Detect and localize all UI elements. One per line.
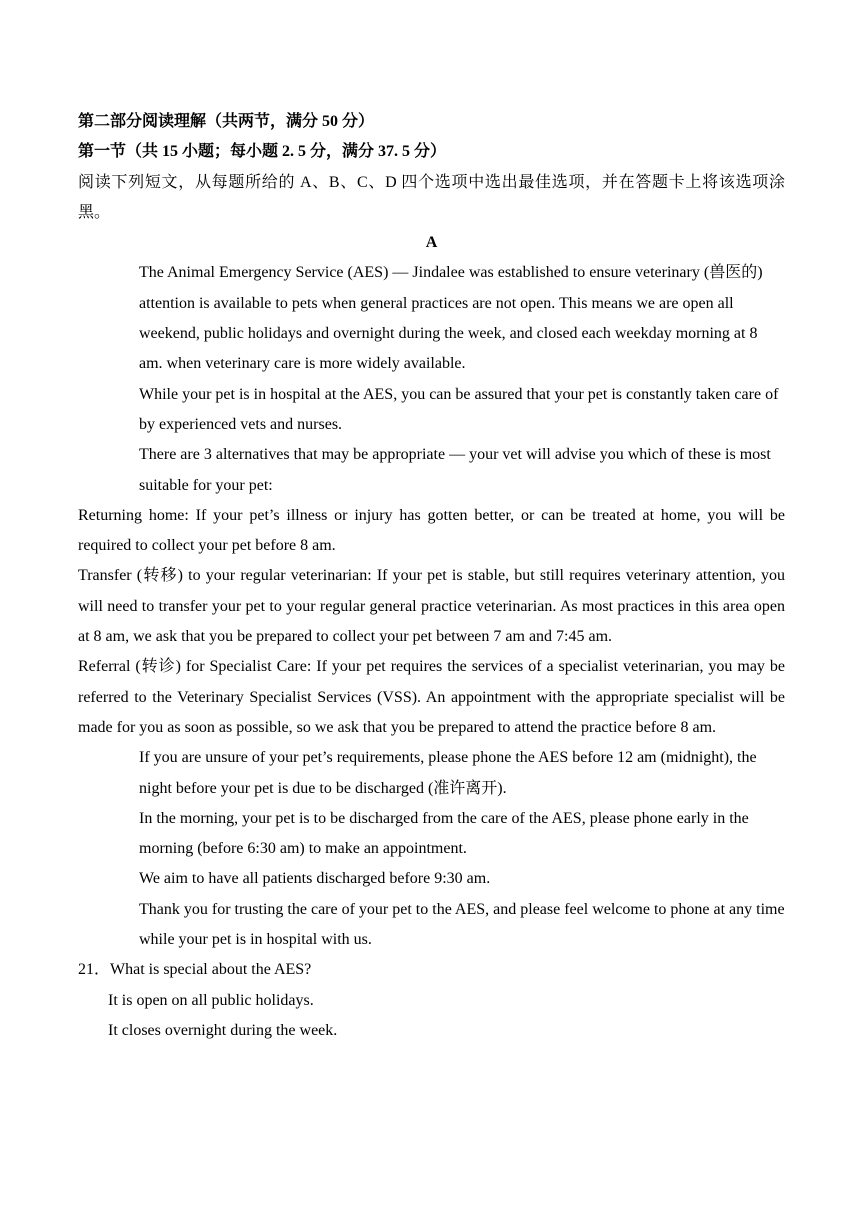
passage-paragraph-2: While your pet is in hospital at the AES, you can be assured that your pet is constantly taken care of by experienced vets and nurses. [139, 385, 779, 433]
passage-paragraph-10: Thank you for trusting the care of your pet to the AES, and please feel welcome to phone at any time while your pet is in hospital with us. [139, 900, 785, 949]
passage-paragraph-returning-home: Returning home: If your pet’s illness or injury has gotten better, or can be treated at home, you will be required to collect your pet before 8 am. [78, 506, 785, 555]
passage-paragraph-1: The Animal Emergency Service (AES) — Jindalee was established to ensure veterinary (兽医的) attention is available to pets when general practices are not open. This means we are open all weekend, public holidays and overnight during the week, and closed each weekday morning at 8 am. when veterinary care is more widely available. [139, 264, 763, 373]
passage-paragraph-9: We aim to have all patients discharged before 9:30 am. [139, 870, 491, 888]
section-heading: 第二部分阅读理解（共两节，满分 50 分） [78, 113, 375, 130]
question-21: 21．What is special about the AES? [78, 961, 312, 979]
passage-paragraph-3: There are 3 alternatives that may be appropriate — your vet will advise you which of these is most suitable for your pet: [139, 446, 771, 494]
document-page [78, 107, 785, 1046]
passage-paragraph-referral: Referral (转诊) for Specialist Care: If your pet requires the services of a specialist veterinarian, you may be referred to the Veterinary Specialist Services (VSS). An appointment with the appropriate specialist will be made for you as soon as possible, so we ask that you be prepared to attend the practice before 8 am. [78, 658, 785, 736]
instructions-text: 阅读下列短文，从每题所给的 A、B、C、D 四个选项中选出最佳选项，并在答题卡上将该选项涂黑。 [78, 173, 785, 221]
question-option: It closes overnight during the week. [108, 1021, 338, 1039]
passage-paragraph-7: If you are unsure of your pet’s requirements, please phone the AES before 12 am (midnight), the night before your pet is due to be discharged (准许离开). [139, 749, 757, 797]
passage-label: A [425, 234, 438, 252]
passage-paragraph-8: In the morning, your pet is to be discharged from the care of the AES, please phone early in the morning (before 6:30 am) to make an appointment. [139, 809, 749, 858]
subsection-heading: 第一节（共 15 小题；每小题 2. 5 分，满分 37. 5 分） [78, 143, 447, 161]
passage-paragraph-transfer: Transfer (转移) to your regular veterinarian: If your pet is stable, but still requires veterinary attention, you will need to transfer your pet to your regular general practice veterinarian. As most practices in this area open at 8 am, we ask that you be prepared to collect your pet between 7 am and 7:45 am. [78, 567, 785, 646]
question-option: It is open on all public holidays. [108, 991, 314, 1009]
